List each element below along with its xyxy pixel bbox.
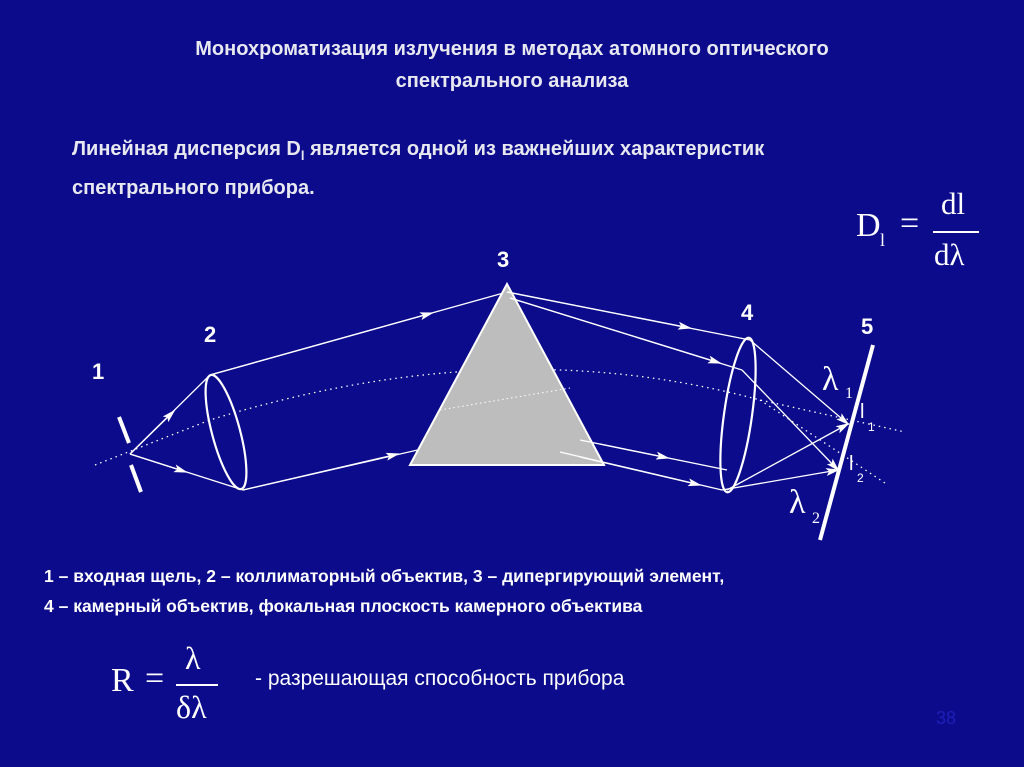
entrance-slit-upper — [119, 417, 129, 443]
legend-line-2: 4 – камерный объектив, фокальная плоскость камерного объектива — [44, 596, 643, 616]
label-focal-plane: 5 — [861, 314, 874, 339]
resolution-lhs: R — [111, 662, 134, 699]
intro-subscript: l — [300, 148, 305, 163]
lambda2-sub: 2 — [812, 510, 820, 527]
lambda1-symbol: λ — [822, 361, 839, 398]
l2-sub: 2 — [857, 471, 864, 485]
label-slit: 1 — [92, 359, 105, 384]
resolution-numerator: λ — [185, 640, 201, 676]
dispersion-lhs-sub: l — [880, 230, 886, 250]
label-collimator: 2 — [204, 322, 217, 347]
label-prism: 3 — [497, 247, 510, 272]
camera-lens — [713, 336, 762, 494]
collimator-lens — [197, 371, 255, 492]
ray-arrow-slit-top — [130, 411, 174, 454]
title-line-2: спектрального анализа — [395, 70, 629, 92]
beam-bottom-arrow — [243, 454, 398, 490]
resolution-note: - разрешающая способность прибора — [255, 667, 625, 690]
intro-part-1: Линейная дисперсия D — [72, 138, 301, 160]
dispersion-denominator: dλ — [934, 237, 965, 272]
resolution-denominator: δλ — [176, 689, 207, 725]
label-camera: 4 — [741, 300, 754, 325]
intro-line-2: спектрального прибора. — [72, 177, 315, 199]
resolution-equals: = — [145, 660, 165, 697]
legend — [44, 561, 1004, 621]
l2-symbol: l — [849, 453, 854, 475]
legend-line-1: 1 – входная щель, 2 – коллиматорный объектив, 3 – дипергирующий элемент, — [44, 566, 725, 586]
lambda1-sub: 1 — [845, 385, 853, 402]
resolution-fraction-bar — [176, 684, 218, 686]
lambda2-symbol: λ — [789, 484, 806, 521]
dispersion-lhs: D — [856, 207, 881, 244]
intro-part-2: является одной из важнейших характеристик — [304, 138, 765, 160]
dispersion-numerator: dl — [941, 186, 966, 221]
entrance-slit-lower — [131, 465, 141, 492]
beam-prism-top-1-arrow — [507, 292, 690, 328]
l1-sub: 1 — [868, 420, 875, 434]
page-number: 38 — [936, 708, 957, 728]
beam-top-arrow — [210, 313, 432, 375]
beam-prism-bottom-1-arrow — [600, 444, 668, 458]
title-line-1: Монохроматизация излучения в методах атомного оптического — [195, 38, 829, 60]
l1-symbol: l — [860, 401, 865, 423]
ray-arrow-slit-bottom — [130, 454, 186, 472]
dispersion-equals: = — [900, 205, 920, 242]
